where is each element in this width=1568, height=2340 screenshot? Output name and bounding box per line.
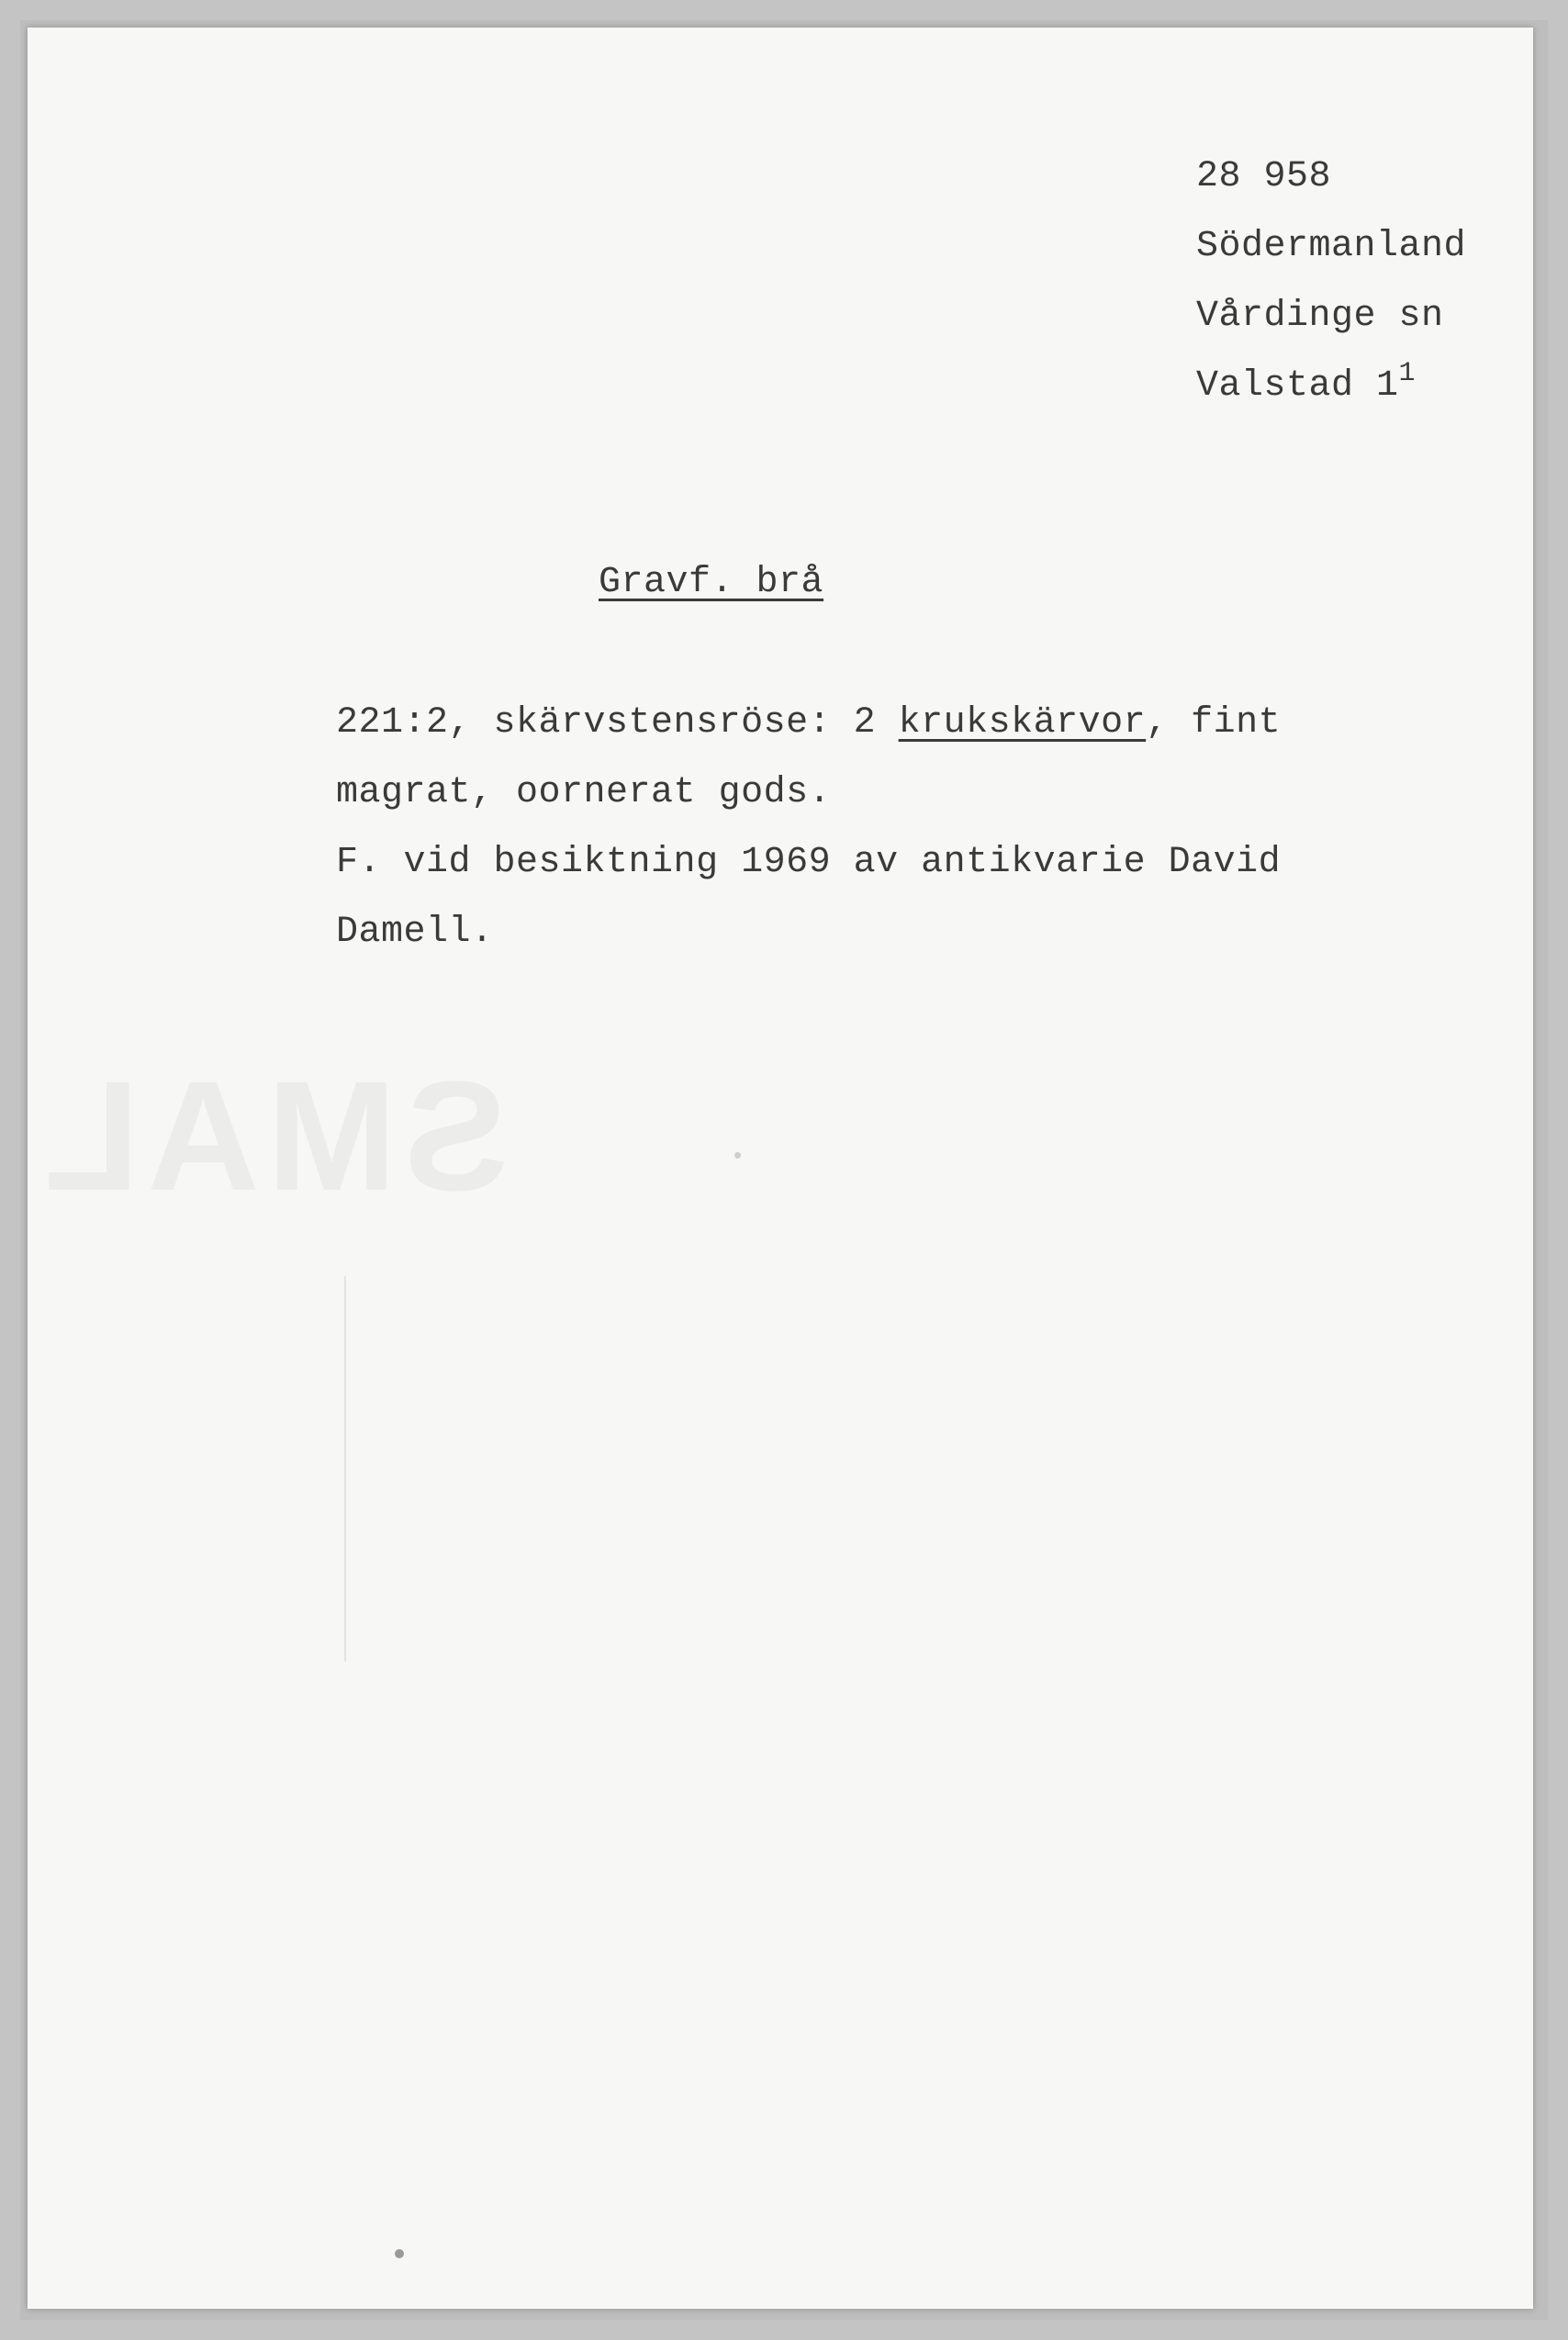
card-body	[336, 689, 1281, 968]
bleed-through-line	[344, 1276, 346, 1662]
dust-speck	[395, 2249, 404, 2258]
place-superscript: 1	[1398, 358, 1417, 389]
province: Södermanland	[1196, 226, 1467, 267]
body-line-1-end: , fint	[1146, 702, 1282, 744]
card-header	[1196, 142, 1466, 423]
dust-speck	[734, 1152, 741, 1159]
place: Valstad 1	[1196, 365, 1399, 407]
body-line-1	[336, 689, 1281, 758]
body-line-4: Damell.	[336, 912, 494, 953]
parish: Vårdinge sn	[1196, 296, 1444, 337]
place-line	[1196, 352, 1466, 423]
bleed-through-text	[37, 1047, 509, 1226]
body-line-3: F. vid besiktning 1969 av antikvarie David	[336, 842, 1282, 883]
catalog-number: 28 958	[1196, 156, 1332, 197]
body-line-2: magrat, oornerat gods.	[336, 772, 832, 813]
underlined-term: krukskärvor	[898, 702, 1147, 744]
card-title: Gravf. brå	[599, 562, 824, 603]
body-line-1-start: 221:2, skärvstensröse: 2	[336, 702, 899, 744]
